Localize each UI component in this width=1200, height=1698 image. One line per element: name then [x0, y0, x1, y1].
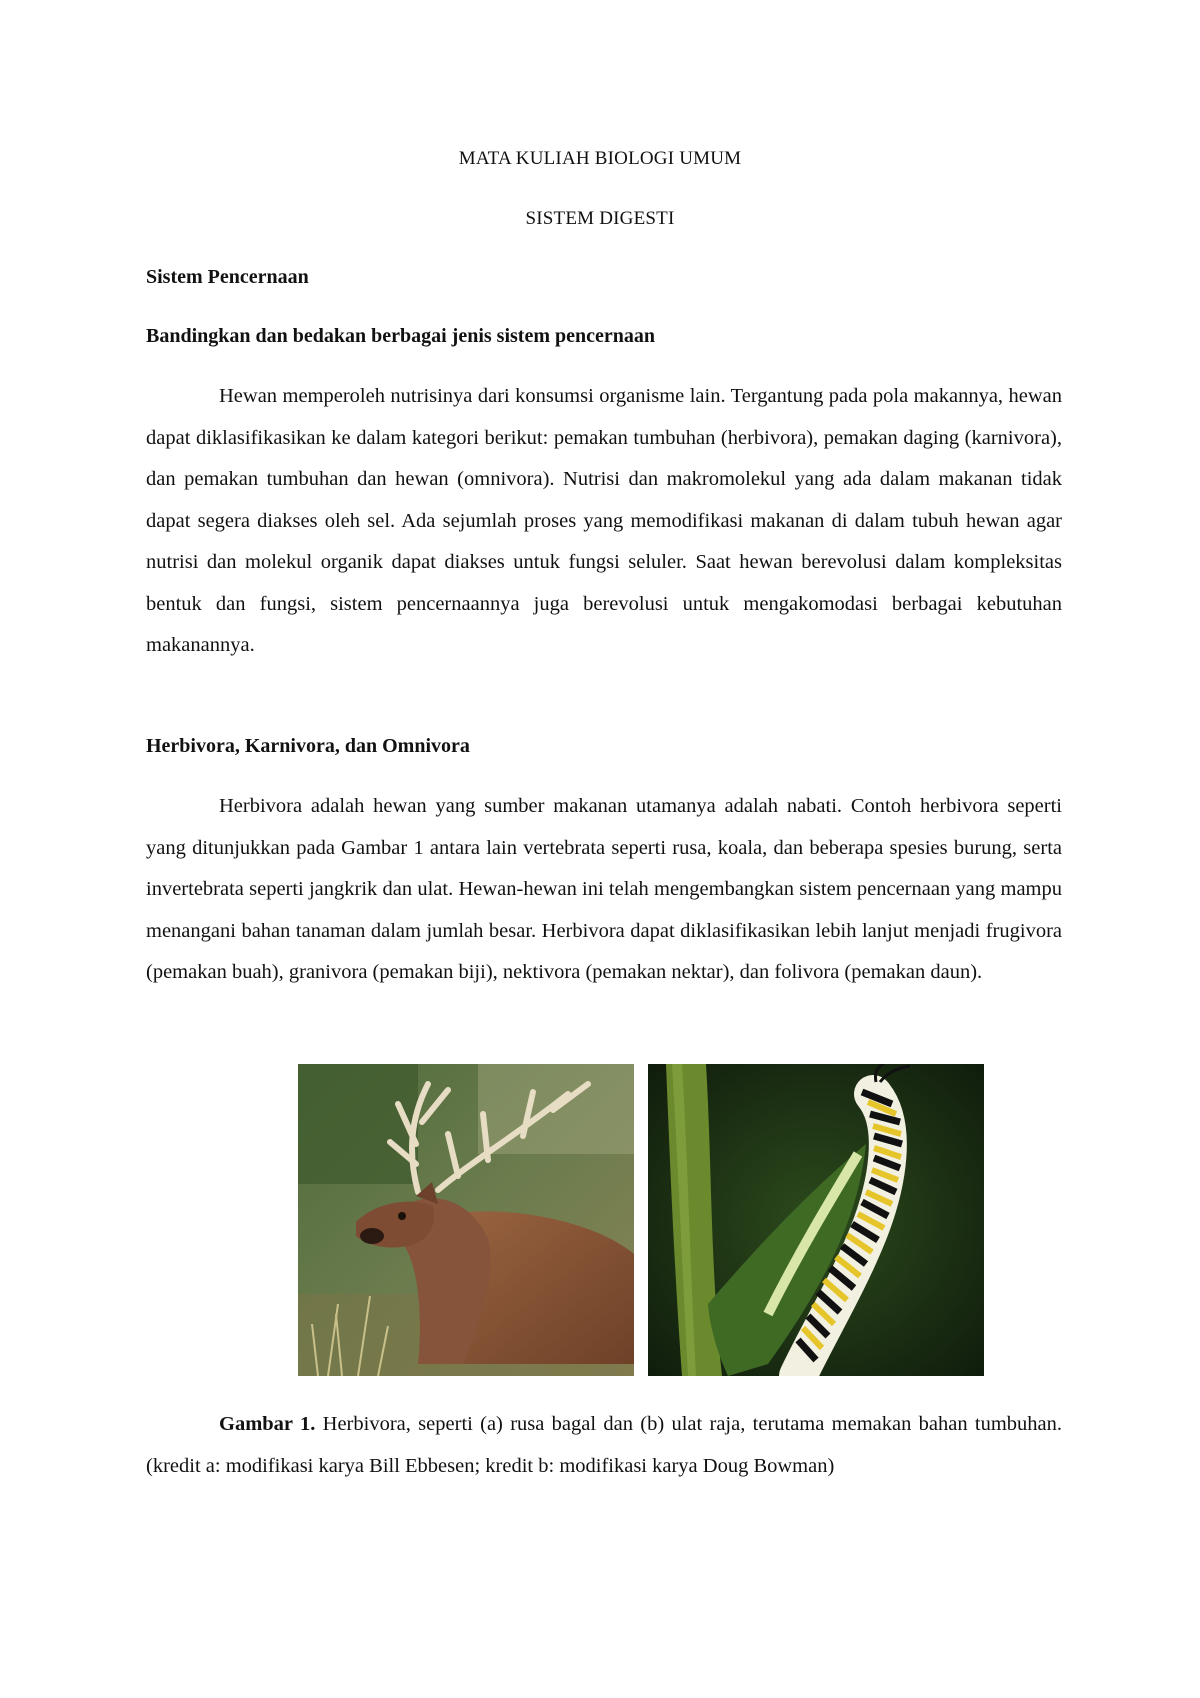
- caterpillar-photo: [648, 1064, 984, 1376]
- chapter-title: SISTEM DIGESTI: [525, 208, 675, 229]
- subsection-heading: Bandingkan dan bedakan berbagai jenis sistem pencernaan: [146, 325, 656, 347]
- figure-caption-text: Herbivora, seperti (a) rusa bagal dan (b) ulat raja, terutama memakan bahan tumbuhan. (kredit a: modifikasi karya Bill Ebbesen; kredit b: modifikasi karya Doug Bowman): [146, 1413, 1063, 1477]
- section-heading: Sistem Pencernaan: [146, 266, 309, 288]
- deer-photo: [298, 1064, 634, 1376]
- course-title: MATA KULIAH BIOLOGI UMUM: [458, 148, 742, 169]
- paragraph-intro: Hewan memperoleh nutrisinya dari konsumsi organisme lain. Tergantung pada pola makannya, hewan dapat diklasifikasikan ke dalam kategori berikut: pemakan tumbuhan (herbivora), pemakan daging (karnivora), dan pemakan tumbuhan dan hewan (omnivora). Nutrisi dan makromolekul yang ada dalam makanan tidak dapat segera diakses oleh sel. Ada sejumlah proses yang memodifikasi makanan di dalam tubuh hewan agar nutrisi dan molekul organik dapat diakses untuk fungsi seluler. Saat hewan berevolusi dalam kompleksitas bentuk dan fungsi, sistem pencernaannya juga berevolusi untuk mengakomodasi berbagai kebutuhan makanannya.: [146, 385, 1062, 656]
- section-heading-herbivora: Herbivora, Karnivora, dan Omnivora: [146, 735, 470, 757]
- figure-label: Gambar 1.: [219, 1413, 316, 1435]
- figure-caption: [146, 1404, 1062, 1487]
- paragraph-herbivora: Herbivora adalah hewan yang sumber makanan utamanya adalah nabati. Contoh herbivora seperti yang ditunjukkan pada Gambar 1 antara lain vertebrata seperti rusa, koala, dan beberapa spesies burung, serta invertebrata seperti jangkrik dan ulat. Hewan-hewan ini telah mengembangkan sistem pencernaan yang mampu menangani bahan tanaman dalam jumlah besar. Herbivora dapat diklasifikasikan lebih lanjut menjadi frugivora (pemakan buah), granivora (pemakan biji), nektivora (pemakan nektar), dan folivora (pemakan daun).: [146, 795, 1062, 983]
